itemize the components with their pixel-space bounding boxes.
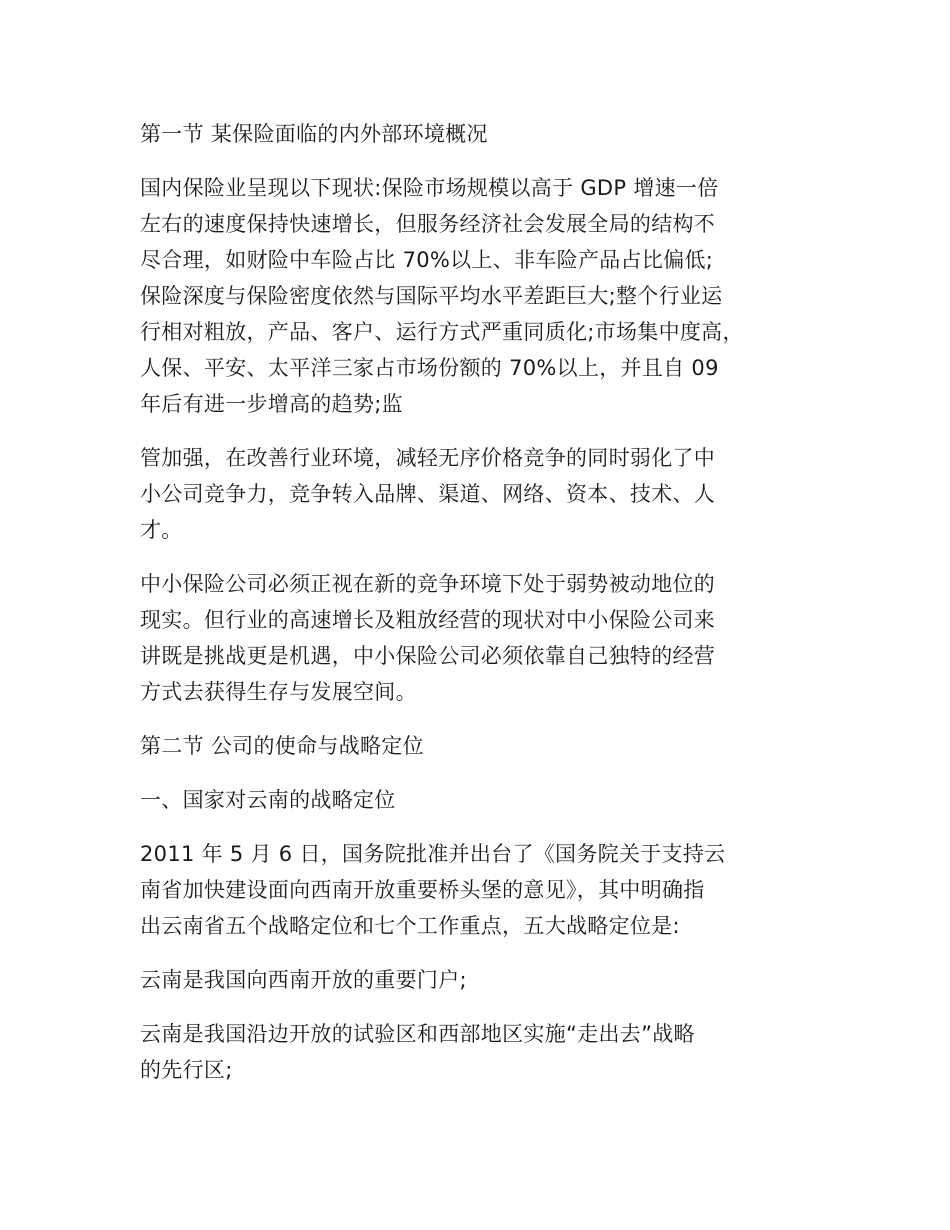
document-body bbox=[140, 116, 830, 1106]
paragraph-small-insurers: 中小保险公司必须正视在新的竞争环境下处于弱势被动地位的 现实。但行业的高速增长及粗放经营的现状对中小保险公司来 讲既是挑战更是机遇，中小保险公司必须依靠自己独特的经营 方式去获得生存与发展空间。 bbox=[140, 572, 716, 704]
paragraph-positioning-2: 云南是我国沿边开放的试验区和西部地区实施“走出去”战略 的先行区; bbox=[140, 1022, 695, 1082]
paragraph-industry-status: 国内保险业呈现以下现状:保险市场规模以高于 GDP 增速一倍 左右的速度保持快速增长，但服务经济社会发展全局的结构不 尽合理，如财险中车险占比 70%以上、非车险产品占比偏低; 保险深度与保险密度依然与国际平均水平差距巨大;整个行业运 行相对粗放，产品、客户、运行方式严重同质化;市场集中度高， 人保、平安、太平洋三家占市场份额的 70%以上，并且自 09 年后有进一步增高的趋势;监 bbox=[140, 176, 744, 416]
section-heading-1: 第一节 某保险面临的内外部环境概况 bbox=[140, 122, 488, 146]
paragraph-positioning-1: 云南是我国向西南开放的重要门户; bbox=[140, 968, 467, 992]
paragraph-regulation: 管加强，在改善行业环境，减轻无序价格竞争的同时弱化了中 小公司竞争力，竞争转入品牌、渠道、网络、资本、技术、人 才。 bbox=[140, 446, 716, 542]
paragraph-state-council: 2011 年 5 月 6 日，国务院批准并出台了《国务院关于支持云 南省加快建设面向西南开放重要桥头堡的意见》，其中明确指 出云南省五个战略定位和七个工作重点，五大战略定位是: bbox=[140, 842, 726, 938]
section-heading-2: 第二节 公司的使命与战略定位 bbox=[140, 734, 424, 758]
subsection-heading-1: 一、国家对云南的战略定位 bbox=[140, 788, 396, 812]
